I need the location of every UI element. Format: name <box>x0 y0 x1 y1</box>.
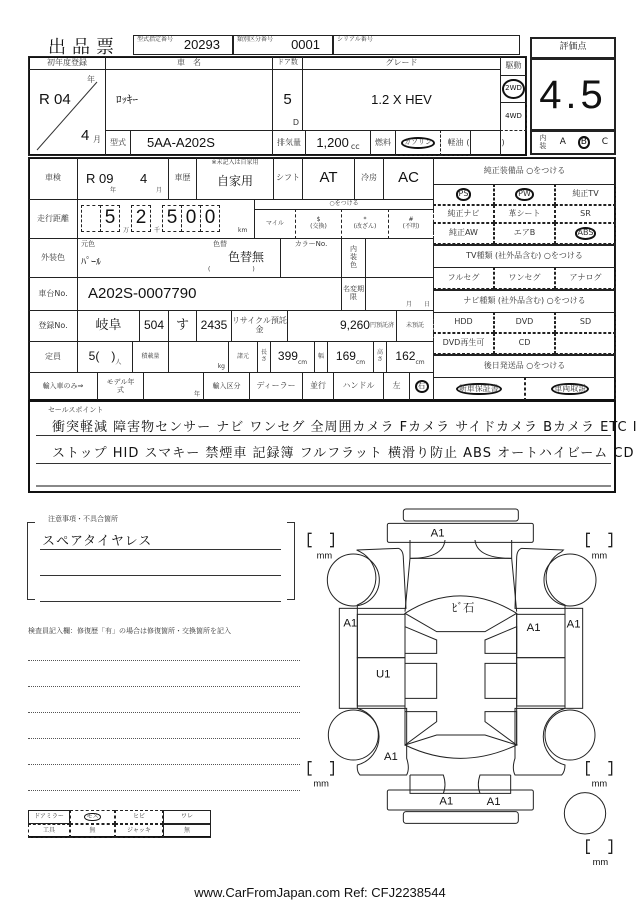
equipment-cell <box>433 205 494 222</box>
navi-option: CD <box>518 338 531 348</box>
doors-label: ドア数 <box>277 58 298 67</box>
fuel-gasoline-circled: ガソリン <box>401 137 435 149</box>
rear-window <box>405 735 517 758</box>
jack-value: 無 <box>183 826 190 834</box>
tread-bracket-fr <box>587 533 612 546</box>
damage-mark-windshield: ﾋﾞ石 <box>451 602 475 615</box>
mileage-altered: * (改ざん) <box>353 216 377 230</box>
left-front-door <box>357 614 405 657</box>
roof-sides <box>405 613 517 745</box>
equipment-cell <box>555 223 616 244</box>
person-unit: 人 <box>115 358 122 366</box>
center-pillars <box>405 663 517 698</box>
shaken-label: 車検 <box>45 173 61 183</box>
interior-grade-label: 内装 <box>539 133 547 150</box>
right-front-door <box>517 614 565 657</box>
fuel-diesel: 軽油 <box>447 137 464 147</box>
equipment-item-circled: ABS <box>575 227 597 240</box>
later-grid <box>433 377 616 401</box>
category-label: 類別区分番号 <box>237 36 274 43</box>
model-value: 5AA-A202S <box>147 134 215 150</box>
history-value: 自家用 <box>216 173 253 188</box>
reg-number: 2435 <box>200 318 228 333</box>
mileage-digit: 0 <box>204 207 216 229</box>
reg-area: 岐阜 <box>95 317 122 333</box>
hood <box>405 540 517 612</box>
category-value: 0001 <box>291 36 320 52</box>
equipment-cell <box>494 184 555 205</box>
right-rear-door <box>517 658 565 706</box>
interior-option-b-circled: B <box>578 136 590 150</box>
reg-label: 登録No. <box>38 320 68 330</box>
model-year-label: モデル年式 <box>106 377 135 394</box>
mileage-digit: 0 <box>185 207 197 229</box>
shaken-year-unit: 年 <box>110 187 117 194</box>
first-reg-month: 4 <box>81 127 90 144</box>
interior-option-a: A <box>559 136 566 147</box>
sales-point-line: 衝突軽減 障害物センサー ナビ ワンセグ 全周囲カメラ Fカメラ サイドカメラ Bカメラ ETC I <box>52 420 638 435</box>
shaken-year: R 09 <box>86 171 114 186</box>
damage-mark-rear-bumper-left: A1 <box>439 795 454 808</box>
recycle-paid: 円預託済 <box>369 321 394 329</box>
height-value: 162 <box>395 349 416 364</box>
mileage-cell <box>77 199 255 239</box>
month-unit: 月 <box>93 135 101 144</box>
shaken-cell <box>77 157 169 200</box>
mirror-option: ワレ <box>180 812 193 820</box>
type-designation-cell <box>133 35 233 55</box>
displacement-value: 1,200 <box>316 134 349 150</box>
orig-color: ﾊﾟｰﾙ <box>81 257 101 268</box>
mileage-sen-unit: 千 <box>154 227 161 234</box>
equipment-cell <box>433 184 494 205</box>
mileage-label: 走行距離 <box>37 213 69 223</box>
mileage-exchanged: $ (交換) <box>310 216 327 230</box>
displacement-unit: cc <box>350 141 360 151</box>
name-change-date: 月 日 <box>405 301 430 309</box>
width-label: 幅 <box>317 352 324 360</box>
rating-label <box>530 37 616 59</box>
repaint-paren: ( ) <box>208 266 255 273</box>
reg-class: 504 <box>143 318 165 333</box>
category-cell <box>233 35 333 55</box>
shaken-month-unit: 月 <box>156 187 163 194</box>
handle-right-circled: 右 <box>415 380 429 393</box>
mileage-unknown: # (不明) <box>402 216 420 230</box>
grade-value: 1.2 X HEV <box>371 91 432 107</box>
displacement-label: 排気量 <box>277 137 301 147</box>
notes-label: 注意事項・不具合箇所 <box>48 515 118 523</box>
recycle-amount: 9,260 <box>339 318 370 333</box>
notes-bracket-left <box>27 522 35 600</box>
drive-label: 駆動 <box>505 60 522 70</box>
cm-unit: cm <box>297 358 308 366</box>
spare-tire <box>564 793 605 834</box>
front-bumper <box>387 523 533 542</box>
doors-value: 5 <box>283 90 292 108</box>
fuel-label: 燃料 <box>375 137 391 147</box>
handle-label: ハンドル <box>342 381 375 391</box>
length-value: 399 <box>277 349 298 364</box>
tread-bracket-fl <box>308 533 333 546</box>
drive-2wd-circled: 2WD <box>502 79 525 99</box>
ac-value: AC <box>398 169 419 187</box>
tv-grid <box>433 267 616 289</box>
sales-points-box <box>28 400 638 493</box>
shaken-month: 4 <box>140 171 148 186</box>
width-value: 169 <box>335 349 356 364</box>
recycle-label: リサイクル預託金 <box>232 316 287 334</box>
notes-bracket-right <box>287 522 295 600</box>
equipment-item-circled: PW <box>515 188 534 201</box>
year-unit: 年 <box>87 75 95 84</box>
repaint-label: 色替 <box>213 240 227 248</box>
tv-title: TV種類 (社外品含む) ○をつける <box>466 251 583 261</box>
interior-option-c: C <box>601 136 609 147</box>
exterior-color-cell <box>77 238 281 278</box>
sales-point-line: ストップ HID スマキー 禁煙車 記録簿 フルフラット 横滑り防止 ABS オートハイビーム CD <box>52 446 635 461</box>
rear-right-tire <box>545 710 595 760</box>
car-damage-diagram <box>300 505 620 865</box>
drive-4wd: 4WD <box>505 111 522 120</box>
fuel-other: ( ) <box>466 137 505 147</box>
rear-bumper-lip <box>403 812 518 824</box>
trunk <box>410 775 511 793</box>
history-label: 車歴 <box>174 173 191 183</box>
tread-bracket-rl <box>308 762 333 775</box>
left-rear-quarter <box>357 708 408 775</box>
equipment-cell <box>494 223 555 244</box>
history-note: ※未記入は自家用 <box>211 159 259 166</box>
reg-kana: す <box>175 317 189 333</box>
handle-left: 左 <box>392 381 401 391</box>
sheet-title: 出品票 <box>48 37 120 58</box>
exterior-label: 外装色 <box>41 252 65 262</box>
front-left-tire <box>327 554 379 606</box>
navi-option: DVD <box>515 317 534 327</box>
import-label: 輸入車のみ⇒ <box>42 381 84 390</box>
footer-reference: www.CarFromJapan.com Ref: CFJ2238544 <box>194 885 446 900</box>
rating-label-text: 評価点 <box>559 42 587 53</box>
equipment-item: 純正ナビ <box>447 208 480 218</box>
jack-label: ジャッキ <box>127 826 151 834</box>
notes-line: スペアタイヤレス <box>42 534 153 549</box>
navi-title: ナビ種類 (社外品含む) ○をつける <box>463 296 586 306</box>
mileage-mile: マイル <box>266 219 284 227</box>
damage-mark-left-side: A1 <box>343 617 358 630</box>
damage-mark-rear-bumper-right: A1 <box>486 796 501 808</box>
import-parallel: 並行 <box>310 381 326 391</box>
left-front-fender <box>357 548 406 608</box>
navi-option: HDD <box>454 317 473 327</box>
tread-bracket-rr <box>587 762 612 775</box>
chassis-label: 車台No. <box>38 288 68 298</box>
mileage-km-unit: km <box>238 227 248 234</box>
serial-cell <box>333 35 520 55</box>
chassis-number: A202S-0007790 <box>88 284 197 302</box>
navi-option: DVD再生可 <box>442 338 485 348</box>
mirror-option: ヒビ <box>132 812 145 820</box>
import-type-label: 輸入区分 <box>212 381 241 390</box>
capacity-value: 5( ) <box>88 349 116 364</box>
recycle-unpaid: 未預託 <box>405 321 424 329</box>
equipment-title: 純正装備品 ○をつける <box>483 165 566 175</box>
mirror-option-circled: モス <box>86 812 99 820</box>
equipment-item: 革シート <box>508 208 541 218</box>
mileage-digit: 5 <box>166 207 178 229</box>
right-rear-quarter <box>513 708 565 775</box>
spec-label: 諸元 <box>236 352 249 360</box>
model-year-unit: 年 <box>193 391 200 399</box>
later-title: 後日発送品 ○をつける <box>483 361 566 371</box>
navi-option: SD <box>579 317 592 327</box>
tread-bracket-spare <box>587 840 612 853</box>
type-designation-label: 型式指定番号 <box>137 36 174 43</box>
import-dealer: ディーラー <box>256 381 296 391</box>
shift-value: AT <box>319 169 338 187</box>
front-bumper-lip <box>403 509 518 521</box>
color-no-label: カラーNo. <box>294 240 328 248</box>
mileage-man-unit: 万 <box>123 227 130 234</box>
car-name: ﾛｯｷｰ <box>116 92 138 106</box>
interior-color-value <box>365 238 434 278</box>
tv-option: ワンセグ <box>508 272 541 282</box>
interior-color-label: 内装色 <box>350 245 357 269</box>
later-item-manual-circled: 車両取説 <box>551 383 589 396</box>
equipment-cell <box>433 223 494 244</box>
load-label: 積載量 <box>141 352 160 360</box>
sales-points-label: セールスポイント <box>48 406 104 414</box>
tv-option: フルセグ <box>447 272 480 282</box>
repaint-value: 色替無 <box>228 250 265 264</box>
door-mirror-label: ドアミラー <box>34 812 64 820</box>
height-label: 高さ <box>376 349 383 363</box>
equipment-item: SR <box>580 208 591 218</box>
inspector-label: 検査員記入欄：修復歴「有」の場合は修復箇所・交換箇所を記入 <box>28 627 231 635</box>
navi-grid <box>433 312 616 354</box>
mm-label: mm <box>592 857 609 865</box>
damage-mark-left-rear-door: U1 <box>376 668 391 681</box>
type-designation-value: 20293 <box>183 36 220 52</box>
mm-label: mm <box>591 550 608 561</box>
front-right-tire <box>544 554 596 606</box>
equipment-cell <box>555 184 616 205</box>
name-change-label: 名変期限 <box>343 285 364 301</box>
doors-unit: D <box>292 118 299 128</box>
orig-color-label: 元色 <box>81 240 95 248</box>
length-label: 長さ <box>260 349 267 363</box>
equipment-item: 純正TV <box>572 189 599 199</box>
damage-mark-right-front-door: A1 <box>526 622 541 634</box>
serial-label: シリアル番号 <box>337 36 373 43</box>
rating-score-box <box>530 58 616 131</box>
cm-unit: cm <box>355 358 366 366</box>
grade-label: グレード <box>385 57 418 67</box>
mileage-digit: 2 <box>135 207 147 229</box>
tools-value: 無 <box>89 826 96 834</box>
mileage-digit: 5 <box>104 207 116 229</box>
mileage-mark-note: ○をつける <box>329 200 359 208</box>
mm-label: mm <box>591 778 608 789</box>
left-rear-door <box>357 658 405 706</box>
equipment-cell <box>555 205 616 222</box>
car-name-label: 車 名 <box>177 57 201 67</box>
cm-unit: cm <box>415 358 425 366</box>
equipment-item-circled: PS <box>456 188 472 201</box>
ac-label: 冷房 <box>361 173 377 183</box>
front-pillars <box>405 627 517 654</box>
mm-label: mm <box>316 550 333 561</box>
rating-score: 4.5 <box>539 72 607 117</box>
kg-unit: kg <box>217 363 225 371</box>
interior-grade <box>530 130 616 155</box>
damage-mark-front-bumper: A1 <box>430 527 445 540</box>
tools-label: 工具 <box>42 826 55 834</box>
later-item-warranty-circled: 新車保証書 <box>456 383 502 396</box>
model-label: 型式 <box>110 137 126 147</box>
mm-label: mm <box>313 778 329 789</box>
first-reg-label: 初年度登録 <box>47 57 87 67</box>
first-reg-cell <box>28 69 106 156</box>
first-reg-year: R 04 <box>39 91 71 108</box>
equipment-item: エアB <box>513 227 536 237</box>
rear-left-tire <box>328 710 378 760</box>
equipment-cell <box>494 205 555 222</box>
capacity-label: 定員 <box>45 351 61 361</box>
tv-option: アナログ <box>569 272 602 282</box>
shift-label: シフト <box>276 173 300 183</box>
mirror-tool-table <box>28 810 211 838</box>
damage-mark-left-rear: A1 <box>384 751 398 763</box>
equipment-item: 純正AW <box>449 227 478 237</box>
damage-mark-right-side: A1 <box>566 618 581 631</box>
equipment-grid <box>433 184 616 244</box>
